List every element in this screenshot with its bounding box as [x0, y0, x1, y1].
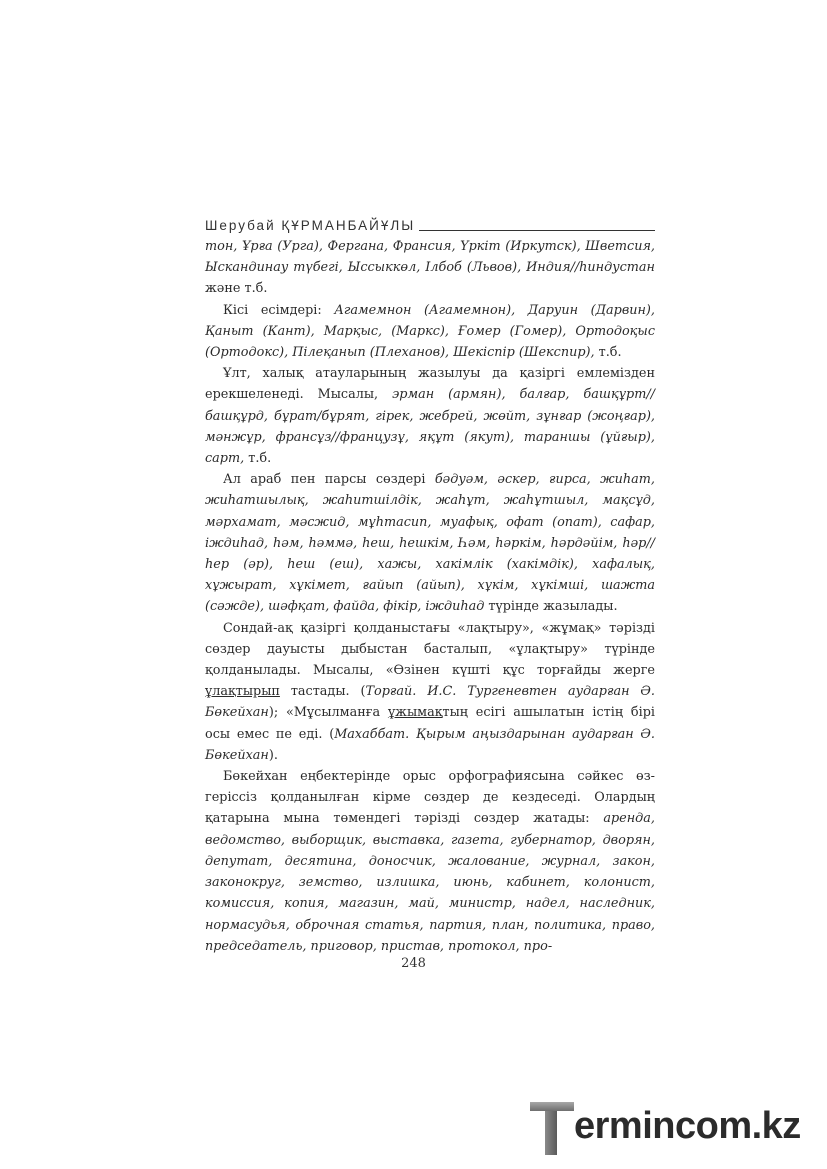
italic-text: эрман (армян), балғар, башқұрт//башқұрд, бұрат/бұрят, гірек, жебрей, жөйт, зұнғар (жоңғар), мәнжұр, франсұз//французұ, яқұт (якут), тараншы (ұйғыр), сарт,	[205, 387, 655, 467]
text-run: т.б.	[244, 451, 272, 467]
logo-wordmark: ermincom.kz	[574, 1105, 801, 1147]
text-run: Кісі есімдері:	[223, 302, 335, 318]
text-run: тың есігі ашылатын істің бірі осы емес пе еді. (	[205, 705, 655, 742]
body-text	[205, 236, 655, 957]
italic-text: Махаббат. Қырым аңыздарынан аударған Ә. Бөкейхан	[205, 726, 655, 763]
italic-text: аренда, ведомство, выборщик, выставка, газета, губернатор, дворян, депутат, десятина, доносчик, жалование, журнал, закон, законокруг, земство, излишка, июнь, кабинет, колонист, комиссия, копия, магазин, май, министр, надел, наследник, нормасудья, оброчная статья, партия, план, политика, право, председатель, приговор, пристав, протокол, про-	[205, 811, 655, 954]
text-run: және т.б.	[205, 281, 268, 297]
header-rule	[419, 230, 655, 231]
text-run: Ал араб пен парсы сөздері	[223, 472, 435, 488]
page-number: 248	[401, 956, 426, 971]
paragraph	[205, 300, 655, 364]
watermark-logo	[530, 1098, 820, 1158]
paragraph	[205, 469, 655, 617]
italic-text: Торғай. И.С. Тургеневтен аударған Ә. Бөкейхан	[205, 684, 655, 721]
italic-text: Агамемнон (Агамемнон), Даруин (Дарвин), Қаныт (Кант), Марқыс, (Маркс), Ғомер (Гомер), Ортодоқыс (Ортодокс), Пілеқанып (Плеханов), Шекіспір (Шекспир),	[205, 302, 655, 361]
text-run: ); «Мұсылманға	[268, 705, 388, 721]
logo-t-mark	[530, 1102, 574, 1154]
running-header-title: Шерубай ҚҰРМАНБАЙҰЛЫ	[205, 218, 416, 233]
text-run: түрінде жазылады.	[484, 599, 618, 615]
text-run: т.б.	[594, 345, 622, 361]
paragraph	[205, 236, 655, 300]
text-run: тастады. (	[279, 684, 366, 700]
text-run: Ұлт, халық атауларының жазылуы да қазіргі емлемізден ерекшеленеді. Мысалы,	[205, 366, 655, 403]
paragraph	[205, 618, 655, 766]
text-run: Бөкейхан еңбектерінде орыс орфографиясына сәйкес өзгеріссіз қолданылған кірме сөздер де кездеседі. Олардың қатарына мына төмендегі тәрізді сөздер жатады:	[205, 769, 655, 827]
paragraph	[205, 363, 655, 469]
text-run: Сондай-ақ қазіргі қолданыстағы «лақтыру», «жұмақ» тәрізді сөздер дауысты дыбыстан басталып, «ұлақтыру» түрінде қолданылады. Мысалы, «Өзінен күшті құс торғайды жерге	[205, 620, 655, 679]
italic-text: тон, Ұрға (Урга), Фергана, Франсия, Үркіт (Иркутск), Шветсия, Ыскандинау түбегі, Ыссыккөл, Ілбоб (Львов), Индия//һиндустан	[205, 239, 655, 276]
underlined-word: ұлақтырып	[205, 684, 280, 700]
text-run: ).	[268, 747, 278, 763]
underlined-word: ұжымақ	[387, 705, 443, 721]
italic-text: бәдуәм, әскер, ғирса, жиһат, жиһатшылық, жаһитшілдік, жаһұт, жаһұтшыл, мақсұд, мәрхамат, мәсжид, мұһтасип, муафық, офат (опат), сафар, іждиһад, һәм, һәммә, һеш, һешкім, Һәм, һәркім, һәрдәйім, һәр//һер (әр), һеш (еш), хажы, хакімлік (хакімдік), хафалық, хұжырат, хұкімет, ғайып (айып), хұкім, хұкімші, шажта (сәжде), шәфқат, файда, фікір, іждиһад	[205, 472, 655, 615]
paragraph	[205, 766, 655, 957]
running-header	[205, 214, 655, 234]
